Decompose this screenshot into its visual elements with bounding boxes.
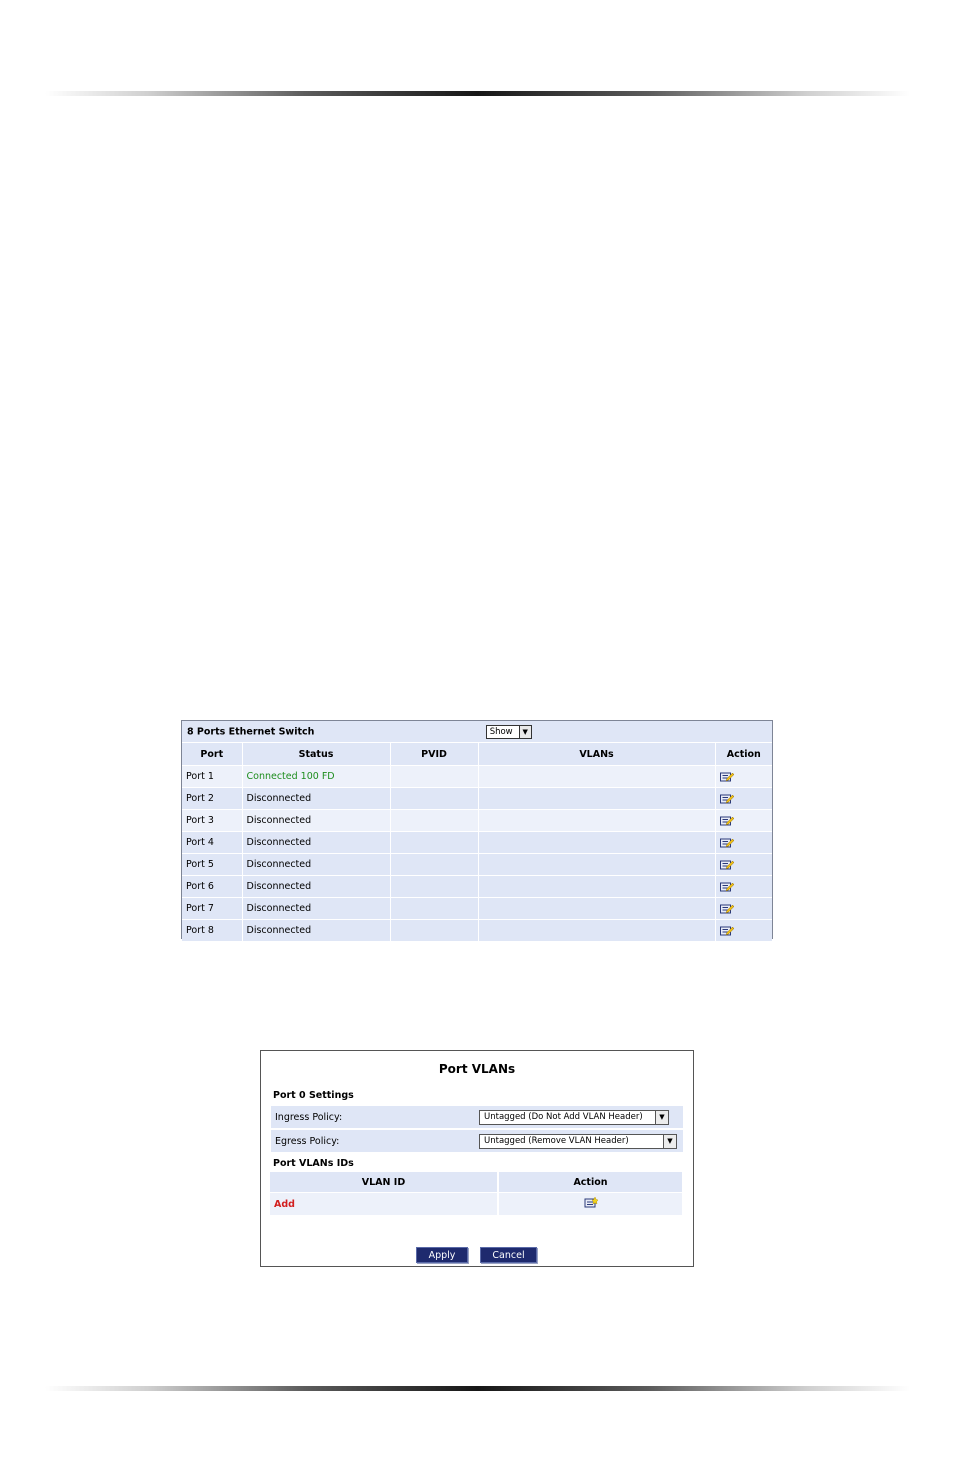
- table-row: [182, 832, 772, 854]
- apply-button[interactable]: Apply: [416, 1247, 468, 1263]
- action-cell: [715, 810, 772, 832]
- port-cell: Port 2: [182, 788, 242, 810]
- egress-policy-select[interactable]: [479, 1134, 677, 1149]
- status-cell: Disconnected: [242, 876, 390, 898]
- dialog-title: Port VLANs: [438, 1062, 516, 1076]
- egress-policy-value: Untagged (Remove VLAN Header): [484, 1136, 629, 1146]
- table-row: [182, 876, 772, 898]
- pvid-cell: [390, 920, 478, 942]
- status-cell: Connected 100 FD: [242, 766, 390, 788]
- table-row: [182, 788, 772, 810]
- status-cell: Disconnected: [242, 810, 390, 832]
- col-port: Port: [182, 743, 242, 766]
- col-vlans: VLANs: [478, 743, 715, 766]
- edit-icon[interactable]: [720, 925, 734, 937]
- status-cell: Disconnected: [242, 898, 390, 920]
- ingress-policy-label: Ingress Policy:: [275, 1111, 343, 1123]
- edit-icon[interactable]: [720, 793, 734, 805]
- table-row: [182, 854, 772, 876]
- ethernet-switch-panel: [181, 720, 773, 939]
- status-cell: Disconnected: [242, 788, 390, 810]
- edit-icon[interactable]: [720, 881, 734, 893]
- pvid-cell: [390, 810, 478, 832]
- port-cell: Port 8: [182, 920, 242, 942]
- action-cell: [715, 898, 772, 920]
- ethernet-switch-table: [182, 721, 772, 941]
- action-cell: [715, 788, 772, 810]
- port-vlans-dialog: [260, 1050, 694, 1267]
- cancel-button[interactable]: Cancel: [480, 1247, 537, 1263]
- switch-title-row: [182, 721, 772, 743]
- table-row: [182, 898, 772, 920]
- ingress-policy-value: Untagged (Do Not Add VLAN Header): [484, 1112, 643, 1122]
- col-pvid: PVID: [390, 743, 478, 766]
- edit-icon[interactable]: [720, 837, 734, 849]
- vlans-cell: [478, 920, 715, 942]
- port-cell: Port 6: [182, 876, 242, 898]
- action-cell: [715, 876, 772, 898]
- table-row: [182, 920, 772, 942]
- add-action-cell: [498, 1193, 682, 1216]
- ingress-policy-row: [271, 1106, 683, 1128]
- edit-icon[interactable]: [720, 815, 734, 827]
- port-cell: Port 4: [182, 832, 242, 854]
- egress-policy-row: [271, 1130, 683, 1152]
- port-cell: Port 5: [182, 854, 242, 876]
- col-vlan-action: Action: [498, 1172, 682, 1193]
- top-divider: [45, 91, 910, 96]
- switch-title: 8 Ports Ethernet Switch: [187, 726, 315, 737]
- bottom-divider: [45, 1386, 910, 1391]
- vlans-cell: [478, 898, 715, 920]
- egress-policy-label: Egress Policy:: [275, 1135, 340, 1147]
- table-row: [182, 766, 772, 788]
- edit-icon[interactable]: [720, 903, 734, 915]
- ingress-policy-select[interactable]: [479, 1110, 669, 1125]
- action-cell: [715, 766, 772, 788]
- add-cell: [270, 1193, 498, 1216]
- port-cell: Port 7: [182, 898, 242, 920]
- chevron-down-icon: ▼: [663, 1135, 676, 1148]
- vlan-ids-table: [270, 1172, 682, 1215]
- pvid-cell: [390, 766, 478, 788]
- vlans-cell: [478, 810, 715, 832]
- pvid-cell: [390, 898, 478, 920]
- pvid-cell: [390, 832, 478, 854]
- vlans-cell: [478, 832, 715, 854]
- new-entry-icon[interactable]: [584, 1197, 598, 1209]
- vlans-cell: [478, 876, 715, 898]
- chevron-down-icon: ▼: [519, 726, 531, 738]
- port-settings-heading: Port 0 Settings: [273, 1090, 354, 1101]
- port-cell: Port 1: [182, 766, 242, 788]
- vlans-cell: [478, 788, 715, 810]
- pvid-cell: [390, 876, 478, 898]
- port-cell: Port 3: [182, 810, 242, 832]
- table-row: [182, 810, 772, 832]
- pvid-cell: [390, 788, 478, 810]
- edit-icon[interactable]: [720, 771, 734, 783]
- status-cell: Disconnected: [242, 854, 390, 876]
- status-cell: Disconnected: [242, 920, 390, 942]
- col-status: Status: [242, 743, 390, 766]
- action-cell: [715, 854, 772, 876]
- vlans-cell: [478, 766, 715, 788]
- show-select-value: Show: [489, 726, 513, 737]
- add-link[interactable]: Add: [274, 1198, 295, 1210]
- pvid-cell: [390, 854, 478, 876]
- col-vlan-id: VLAN ID: [270, 1172, 498, 1193]
- edit-icon[interactable]: [720, 859, 734, 871]
- status-cell: Disconnected: [242, 832, 390, 854]
- vlans-cell: [478, 854, 715, 876]
- port-vlan-ids-heading: Port VLANs IDs: [273, 1158, 354, 1169]
- col-action: Action: [715, 743, 772, 766]
- table-row: [270, 1193, 682, 1216]
- chevron-down-icon: ▼: [655, 1111, 668, 1124]
- action-cell: [715, 832, 772, 854]
- action-cell: [715, 920, 772, 942]
- show-select[interactable]: [486, 725, 532, 739]
